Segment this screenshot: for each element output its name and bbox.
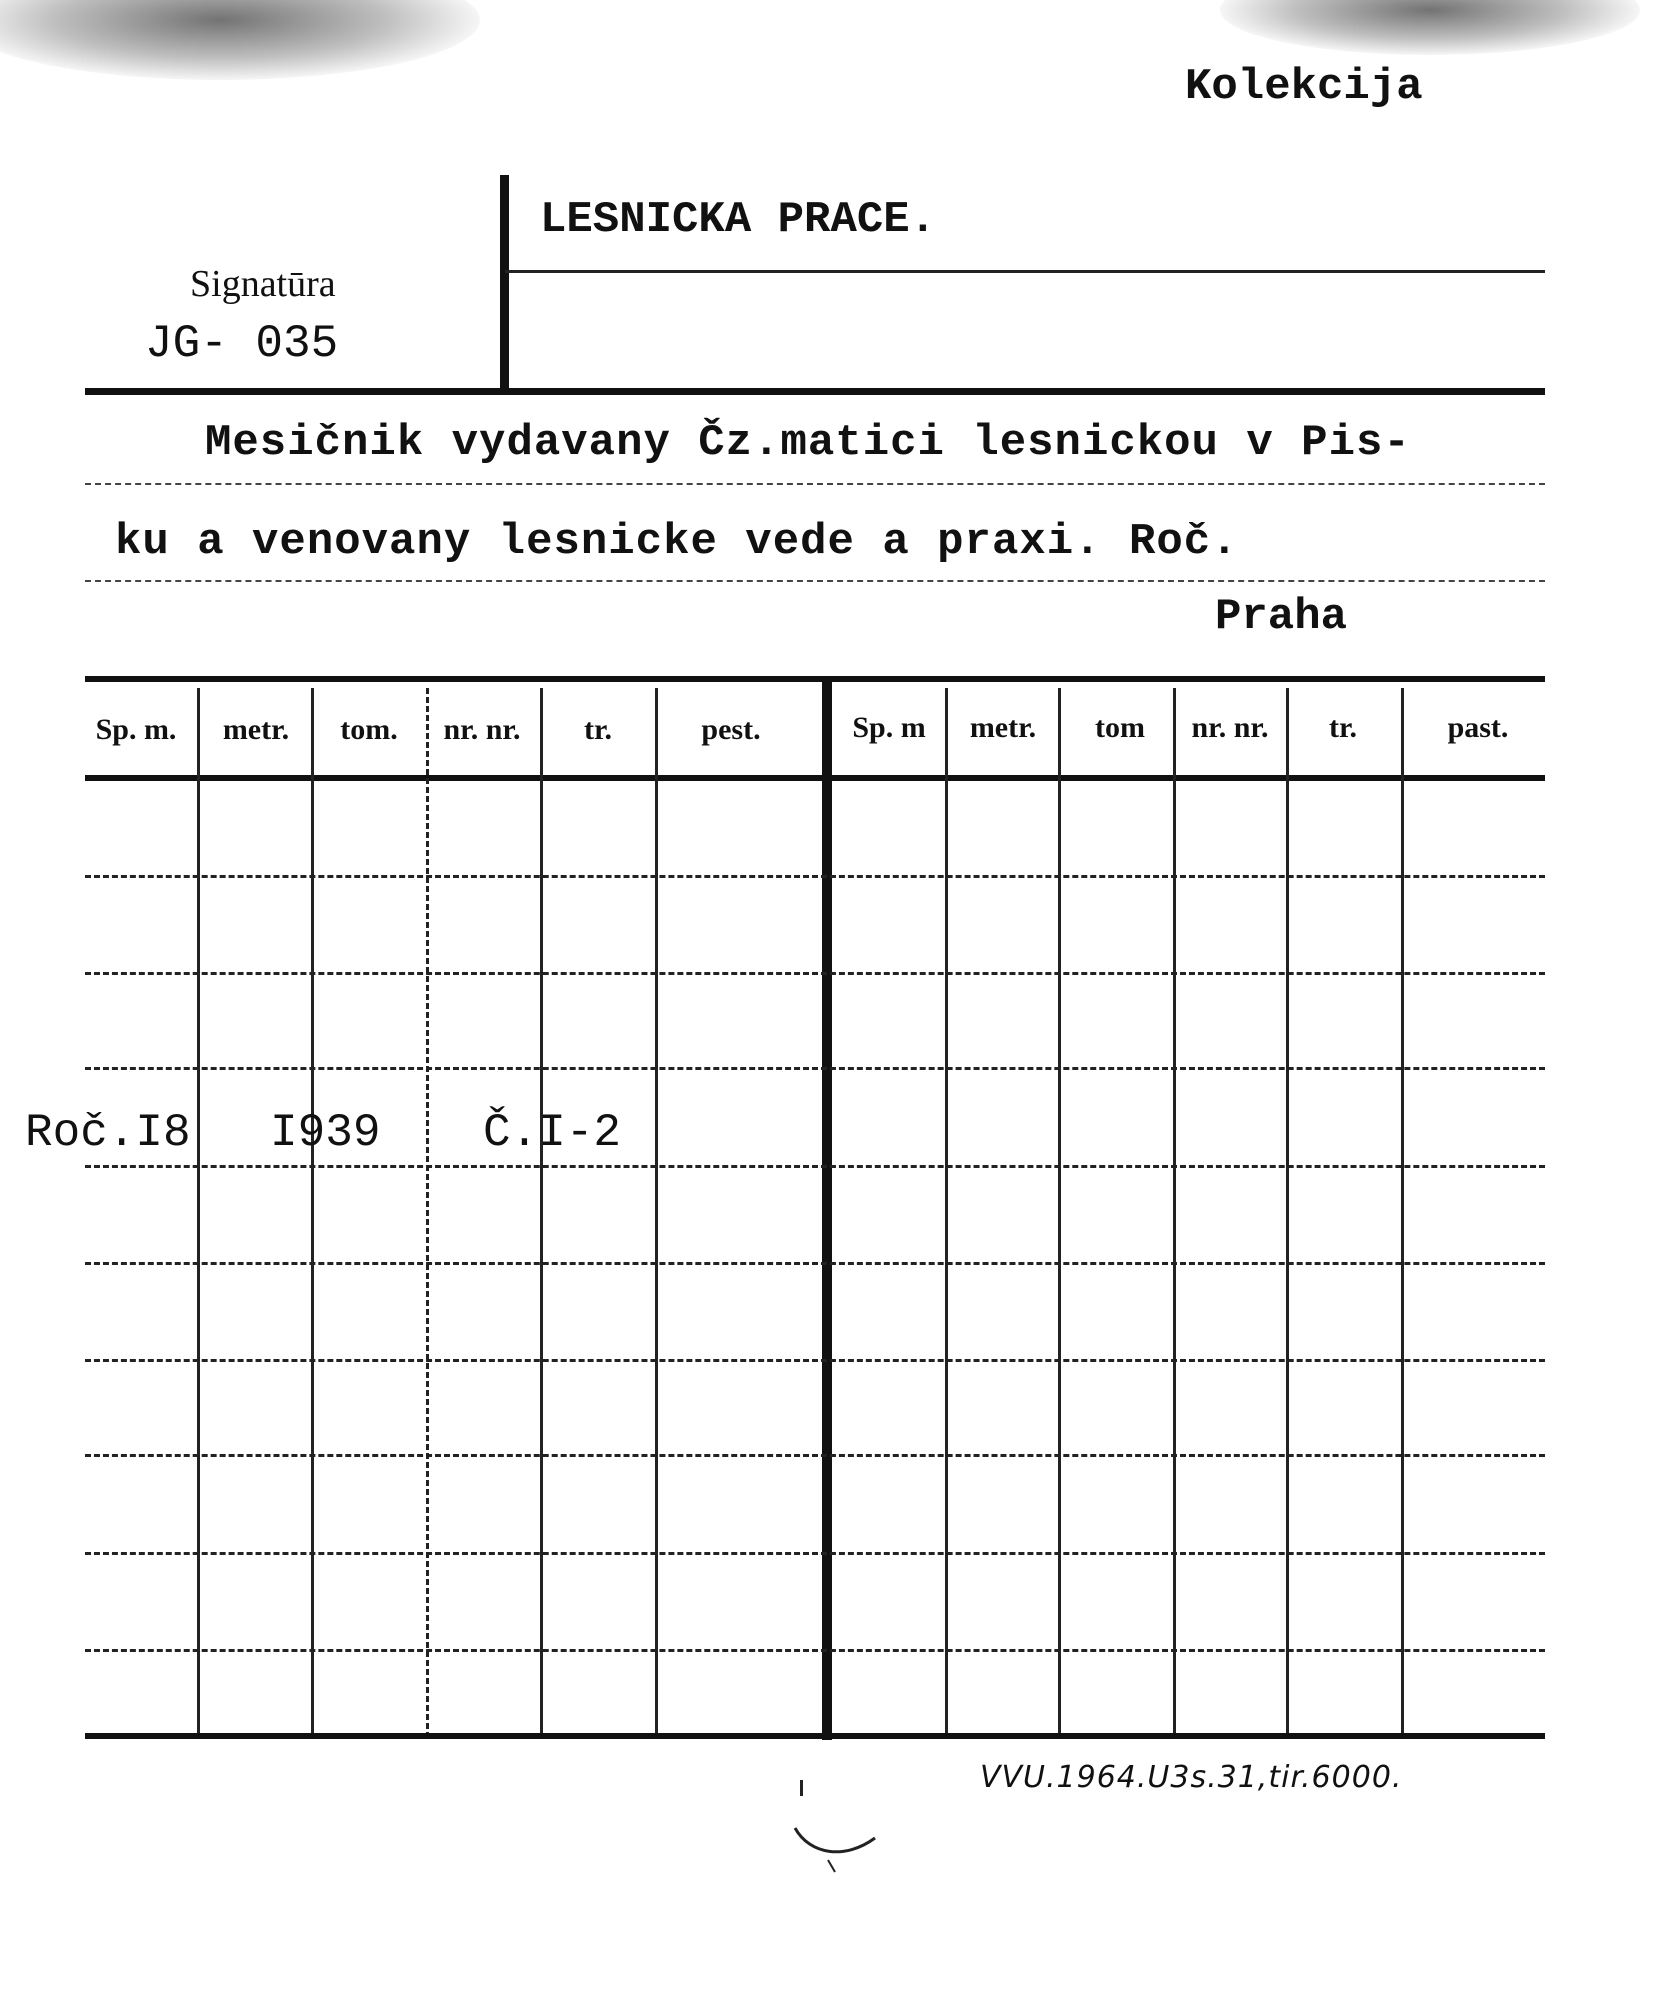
col-divider bbox=[655, 688, 658, 1738]
header-divider bbox=[500, 175, 509, 390]
row-rule bbox=[85, 1067, 1545, 1070]
pen-tick bbox=[800, 1780, 803, 1796]
col-divider bbox=[1286, 688, 1289, 1738]
pen-mark bbox=[790, 1820, 880, 1880]
header-bottom-rule bbox=[85, 388, 1545, 395]
col-header-right-5: tr. bbox=[1328, 711, 1358, 744]
col-header-right-6: past. bbox=[1447, 711, 1509, 744]
col-header-left-3: tom. bbox=[340, 713, 398, 746]
signature-value: JG- 035 bbox=[145, 318, 339, 370]
col-header-left-1: Sp. m. bbox=[95, 713, 177, 746]
col-divider bbox=[1173, 688, 1176, 1738]
col-header-right-1: Sp. m bbox=[852, 711, 926, 744]
signature-label: Signatūra bbox=[190, 263, 336, 305]
col-header-right-4: nr. nr. bbox=[1191, 711, 1269, 744]
table-top-rule bbox=[85, 676, 1545, 682]
col-divider bbox=[197, 688, 200, 1738]
col-header-left-6: pest. bbox=[701, 713, 761, 746]
col-divider bbox=[426, 688, 429, 1738]
col-divider bbox=[1058, 688, 1061, 1738]
col-divider bbox=[945, 688, 948, 1738]
table-header-rule bbox=[85, 775, 1545, 781]
title-underline bbox=[505, 270, 1545, 273]
col-header-right-3: tom bbox=[1095, 711, 1145, 744]
description-line-2: ku a venovany lesnicke vede a praxi. Roč. bbox=[115, 517, 1239, 567]
row-rule bbox=[85, 1649, 1545, 1652]
col-header-right-2: metr. bbox=[969, 711, 1037, 744]
row-rule bbox=[85, 1262, 1545, 1265]
row-rule bbox=[85, 972, 1545, 975]
holding-volume: Roč.I8 bbox=[25, 1107, 191, 1159]
holding-year: I939 bbox=[270, 1107, 381, 1159]
col-header-left-5: tr. bbox=[583, 713, 613, 746]
row-rule bbox=[85, 1552, 1545, 1555]
table-center-divider bbox=[822, 682, 832, 1740]
holding-issues: Č.I-2 bbox=[483, 1107, 622, 1159]
place: Praha bbox=[1215, 592, 1348, 642]
collection-label: Kolekcija bbox=[1185, 62, 1423, 112]
title: LESNICKA PRACE. bbox=[540, 195, 937, 245]
description-line-1: Mesičnik vydavany Čz.matici lesnickou v Pis- bbox=[205, 418, 1411, 468]
row-rule bbox=[85, 875, 1545, 878]
col-divider bbox=[1401, 688, 1404, 1738]
print-note: VVU.1964.U3s.31,tir.6000. bbox=[980, 1760, 1403, 1795]
row-rule bbox=[85, 1165, 1545, 1168]
table-bottom-rule bbox=[85, 1733, 1545, 1739]
row-rule bbox=[85, 1359, 1545, 1362]
col-header-left-4: nr. nr. bbox=[443, 713, 521, 746]
col-divider bbox=[540, 688, 543, 1738]
row-rule bbox=[85, 1454, 1545, 1457]
description-rule-2 bbox=[85, 580, 1545, 582]
scan-smudge-left bbox=[0, 0, 480, 80]
col-header-left-2: metr. bbox=[222, 713, 290, 746]
scan-smudge-right bbox=[1220, 0, 1640, 55]
col-divider bbox=[311, 688, 314, 1738]
description-rule-1 bbox=[85, 483, 1545, 485]
